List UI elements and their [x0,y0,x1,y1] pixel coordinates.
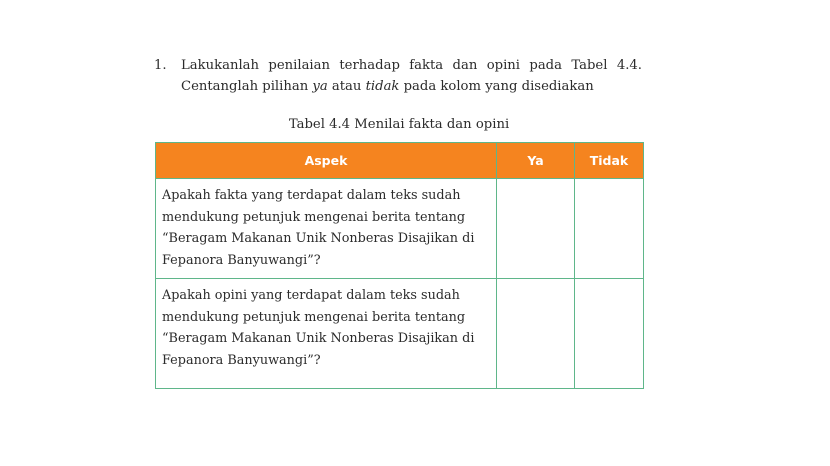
aspek-cell [156,279,497,389]
header-tidak: Tidak [575,143,644,179]
table-caption: Tabel 4.4 Menilai fakta dan opini [288,117,510,132]
aspek-text-line: mendukung petunjuk mengenai berita tentang [162,309,466,325]
instruction-line-1: Lakukanlah penilaian terhadap fakta dan opini pada Tabel 4.4. [181,58,642,73]
table-header-row [156,143,644,179]
aspek-text-line: Fepanora Banyuwangi”? [162,352,321,368]
aspek-text-line: “Beragam Makanan Unik Nonberas Disajikan di [162,231,475,246]
instruction-line-2 [181,76,642,97]
instruction-ya-emphasis: ya [312,79,328,94]
instruction-text: pada kolom yang disediakan [399,79,594,94]
aspek-cell [156,179,497,279]
aspek-text-line: Fepanora Banyuwangi”? [162,252,321,268]
header-ya: Ya [497,143,575,179]
tidak-checkbox-cell[interactable] [575,179,644,279]
ya-checkbox-cell[interactable] [497,279,575,389]
item-number: 1. [154,58,167,73]
aspek-text-line: “Beragam Makanan Unik Nonberas Disajikan di [162,331,475,346]
instruction-item [154,55,642,97]
aspek-text-line: Apakah opini yang terdapat dalam teks sudah [162,288,460,303]
table-row [156,279,644,389]
table-row [156,179,644,279]
instruction-text: Centanglah pilihan [181,79,313,94]
fact-opinion-table [155,142,644,389]
ya-checkbox-cell[interactable] [497,179,575,279]
instruction-tidak-emphasis: tidak [365,79,400,94]
header-aspek: Aspek [156,143,497,179]
aspek-text-line: Apakah fakta yang terdapat dalam teks sudah [162,188,461,203]
instruction-text: atau [327,79,366,94]
tidak-checkbox-cell[interactable] [575,279,644,389]
aspek-text-line: mendukung petunjuk mengenai berita tentang [162,209,466,225]
